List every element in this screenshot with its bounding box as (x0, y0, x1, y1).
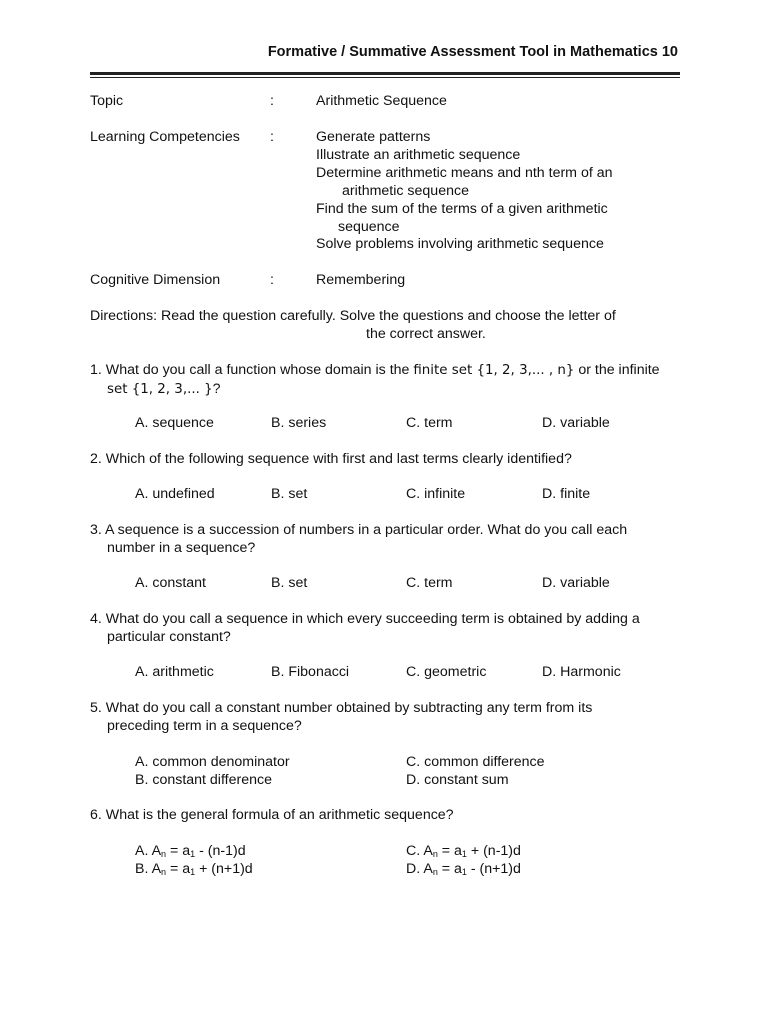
formula-part: - (n-1)d (195, 843, 246, 859)
formula-part: + (n+1)d (195, 861, 253, 877)
question-2 (90, 450, 690, 468)
directions-line-cont: the correct answer. (366, 326, 486, 342)
competency-item-cont: arithmetic sequence (342, 183, 469, 199)
option-c[interactable]: C. term (406, 415, 453, 431)
topic-colon: : (270, 93, 274, 109)
option-d[interactable] (406, 860, 521, 878)
cognitive-value: Remembering (316, 272, 406, 288)
option-a[interactable]: A. common denominator (135, 754, 290, 770)
infinite-set-expression: set {1, 2, 3,... } (107, 382, 213, 397)
question-4 (90, 610, 690, 646)
question-3 (90, 521, 690, 557)
directions-line: Directions: Read the question carefully. Solve the questions and choose the letter of (90, 308, 616, 324)
question-text: Which of the following sequence with first and last terms clearly identified? (105, 451, 572, 467)
question-text: A sequence is a succession of numbers in a particular order. What do you call each (105, 522, 628, 538)
formula-subscript: n (161, 849, 167, 859)
question-number: 4. (90, 611, 102, 627)
question-text: ? (212, 381, 221, 397)
question-text-cont: preceding term in a sequence? (107, 718, 302, 734)
formula-part: = a (437, 843, 462, 859)
formula-part: = a (437, 861, 462, 877)
formula-part: C. A (406, 843, 433, 859)
formula-part: = a (166, 861, 191, 877)
finite-set-expression: finite set {1, 2, 3,... , n} (413, 363, 575, 378)
question-1 (90, 361, 690, 399)
formula-part: A. A (135, 843, 162, 859)
option-c[interactable]: C. geometric (406, 664, 487, 680)
question-number: 2. (90, 451, 102, 467)
cognitive-colon: : (270, 272, 274, 288)
competency-item: Determine arithmetic means and nth term of an (316, 165, 613, 181)
question-text-cont: particular constant? (107, 629, 231, 645)
question-number: 1. (90, 362, 102, 378)
competencies-label: Learning Competencies (90, 129, 240, 145)
formula-subscript: n (432, 849, 438, 859)
question-6 (90, 806, 690, 824)
competency-item-cont: sequence (338, 219, 400, 235)
formula-subscript: 1 (190, 849, 196, 859)
option-d[interactable]: D. variable (542, 575, 610, 591)
option-b[interactable]: B. set (271, 575, 308, 591)
topic-value: Arithmetic Sequence (316, 93, 447, 109)
competency-item: Illustrate an arithmetic sequence (316, 147, 521, 163)
option-c[interactable]: C. infinite (406, 486, 466, 502)
option-a[interactable] (135, 842, 246, 860)
competency-item: Find the sum of the terms of a given arithmetic (316, 201, 608, 217)
option-a[interactable]: A. undefined (135, 486, 215, 502)
formula-part: - (n+1)d (466, 861, 521, 877)
option-c[interactable]: C. term (406, 575, 453, 591)
option-d[interactable]: D. Harmonic (542, 664, 621, 680)
question-text: or the infinite (574, 362, 660, 378)
option-a[interactable]: A. arithmetic (135, 664, 214, 680)
question-text: What do you call a constant number obtained by subtracting any term from its (105, 700, 593, 716)
header-rule-thin (90, 77, 680, 78)
option-d[interactable]: D. variable (542, 415, 610, 431)
formula-subscript: n (432, 867, 438, 877)
option-b[interactable]: B. set (271, 486, 308, 502)
question-5 (90, 699, 690, 735)
question-text: What do you call a function whose domain is the (105, 362, 414, 378)
question-number: 6. (90, 807, 102, 823)
formula-part: = a (166, 843, 191, 859)
question-text: What is the general formula of an arithmetic sequence? (105, 807, 454, 823)
topic-label: Topic (90, 93, 124, 109)
option-b[interactable]: B. constant difference (135, 772, 272, 788)
header-rule-thick (90, 72, 680, 75)
competencies-colon: : (270, 129, 274, 145)
competency-item: Generate patterns (316, 129, 431, 145)
formula-subscript: 1 (461, 849, 467, 859)
question-number: 5. (90, 700, 102, 716)
formula-part: B. A (135, 861, 162, 877)
question-number: 3. (90, 522, 102, 538)
formula-subscript: 1 (190, 867, 196, 877)
option-b[interactable]: B. Fibonacci (271, 664, 350, 680)
option-a[interactable]: A. constant (135, 575, 206, 591)
option-c[interactable]: C. common difference (406, 754, 545, 770)
competency-item: Solve problems involving arithmetic sequence (316, 236, 604, 252)
formula-part: D. A (406, 861, 433, 877)
cognitive-label: Cognitive Dimension (90, 272, 221, 288)
formula-part: + (n-1)d (466, 843, 521, 859)
option-d[interactable]: D. finite (542, 486, 591, 502)
option-b[interactable] (135, 860, 253, 878)
question-text-cont: number in a sequence? (107, 540, 256, 556)
question-text: What do you call a sequence in which every succeeding term is obtained by adding a (105, 611, 640, 627)
document-header: Formative / Summative Assessment Tool in Mathematics 10 (267, 44, 678, 60)
formula-subscript: n (161, 867, 167, 877)
option-b[interactable]: B. series (271, 415, 327, 431)
formula-subscript: 1 (461, 867, 467, 877)
option-d[interactable]: D. constant sum (406, 772, 509, 788)
option-c[interactable] (406, 842, 521, 860)
option-a[interactable]: A. sequence (135, 415, 214, 431)
